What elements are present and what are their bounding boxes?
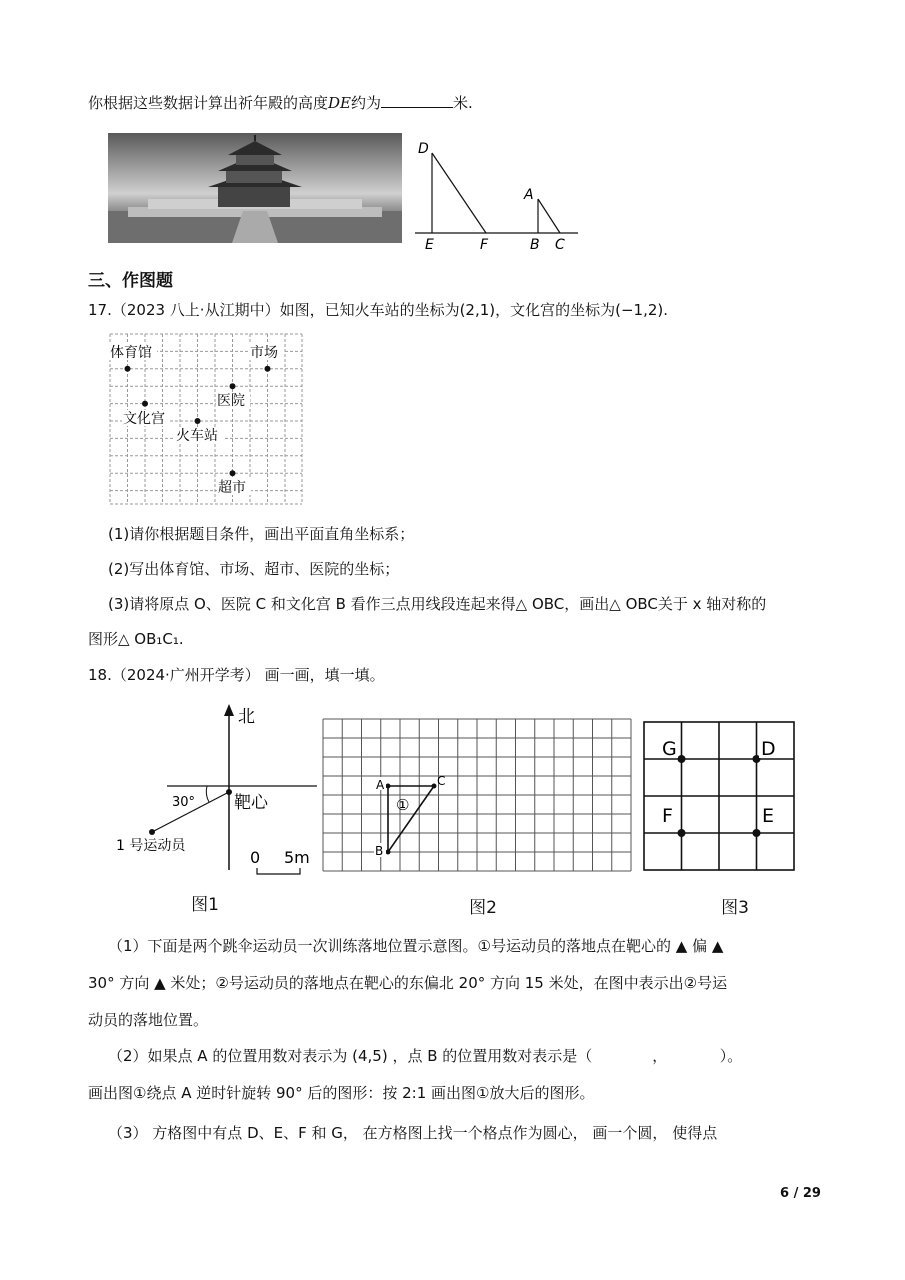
- label-shichang: 市场: [250, 345, 278, 361]
- fig1-caption: 图1: [191, 895, 219, 915]
- q18-p1b: 30° 方向 ▲ 米处；②号运动员的落地点在靶心的东偏北 20° 方向 15 米处，在图中表示出②号运: [88, 974, 728, 992]
- label-G: G: [662, 738, 677, 760]
- label-B2: B: [375, 844, 384, 858]
- point-tiyuguan: [125, 366, 131, 372]
- label-chaoshi: 超市: [218, 480, 246, 496]
- q18-p1c: 动员的落地位置。: [88, 1011, 209, 1029]
- bullseye-point: [226, 789, 232, 795]
- shadow-triangles-figure: [410, 135, 585, 255]
- temple-photo: [108, 133, 402, 243]
- label-A: A: [524, 187, 534, 203]
- fig2-caption: 图2: [469, 898, 497, 918]
- athlete-label: 1 号运动员: [116, 838, 186, 854]
- scale-zero: 0: [250, 848, 261, 867]
- bullseye-label: 靶心: [234, 793, 268, 813]
- q18-p3: （3） 方格图中有点 D、E、F 和 G， 在方格图上找一个格点作为圆心， 画一个圆， 使得点: [108, 1124, 718, 1142]
- point-G: [678, 755, 686, 763]
- point-chaoshi: [230, 470, 236, 476]
- label-B: B: [530, 237, 540, 253]
- figure-2: [318, 715, 636, 877]
- label-D3: D: [761, 738, 776, 760]
- label-D: D: [418, 141, 429, 157]
- point-huochezhan: [195, 418, 201, 424]
- section-title: 三、作图题: [88, 271, 173, 291]
- q17-sub2: (2)写出体育馆、市场、超市、医院的坐标；: [108, 560, 400, 578]
- label-yiyuan: 医院: [217, 393, 245, 409]
- north-arrow-icon: [224, 704, 234, 716]
- q17-sub1: (1)请你根据题目条件，画出平面直角坐标系；: [108, 525, 415, 543]
- figure-3: [640, 718, 800, 874]
- q17-stem: 17.（2023 八上·从江期中）如图，已知火车站的坐标为(2,1)，文化宫的坐标为(−1,2).: [88, 301, 669, 319]
- point-yiyuan: [230, 383, 236, 389]
- q17-sub3a: (3)请将原点 O、医院 C 和文化宫 B 看作三点用线段连起来得△ OBC，画出△ OBC关于 x 轴对称的: [108, 595, 767, 613]
- label-tiyuguan: 体育馆: [110, 345, 152, 361]
- q16-answer-line: 你根据这些数据计算出祈年殿的高度DE约为 米.: [88, 94, 473, 112]
- athlete-1-point: [149, 829, 155, 835]
- figure-1-mark: ①: [396, 796, 410, 814]
- label-E3: E: [762, 805, 775, 827]
- label-wenhuagong: 文化宫: [123, 411, 165, 427]
- point-shichang: [265, 366, 271, 372]
- label-A2: A: [376, 778, 385, 792]
- north-label: 北: [238, 707, 255, 727]
- figure-1: [112, 700, 322, 880]
- fig3-caption: 图3: [721, 898, 749, 918]
- q17-sub3b: 图形△ OB₁C₁.: [88, 630, 184, 648]
- label-huochezhan: 火车站: [176, 428, 218, 444]
- map-grid: [108, 332, 308, 508]
- label-C2: C: [437, 774, 446, 788]
- scale-bar: [257, 868, 300, 874]
- label-F: F: [480, 237, 489, 253]
- temple-silhouette: [108, 133, 402, 243]
- label-E: E: [425, 237, 434, 253]
- point-F: [678, 829, 686, 837]
- label-F3: F: [662, 805, 673, 827]
- page-number: 6 / 29: [780, 1186, 821, 1201]
- answer-blank[interactable]: [381, 93, 453, 108]
- scale-five: 5m: [284, 848, 310, 867]
- angle-label: 30°: [172, 795, 196, 810]
- label-C: C: [555, 237, 565, 253]
- q18-p2b: 画出图①绕点 A 逆时针旋转 90° 后的图形：按 2:1 画出图①放大后的图形。: [88, 1084, 595, 1102]
- q18-p2a: （2）如果点 A 的位置用数对表示为 (4,5) ，点 B 的位置用数对表示是（ ， ）。: [108, 1047, 743, 1065]
- point-E: [753, 829, 761, 837]
- q18-stem: 18.（2024·广州开学考） 画一画，填一填。: [88, 666, 385, 684]
- q18-p1a: （1）下面是两个跳伞运动员一次训练落地位置示意图。①号运动员的落地点在靶心的 ▲ 偏 ▲: [108, 937, 724, 955]
- triangle-1: [388, 786, 434, 852]
- point-wenhuagong: [142, 401, 148, 407]
